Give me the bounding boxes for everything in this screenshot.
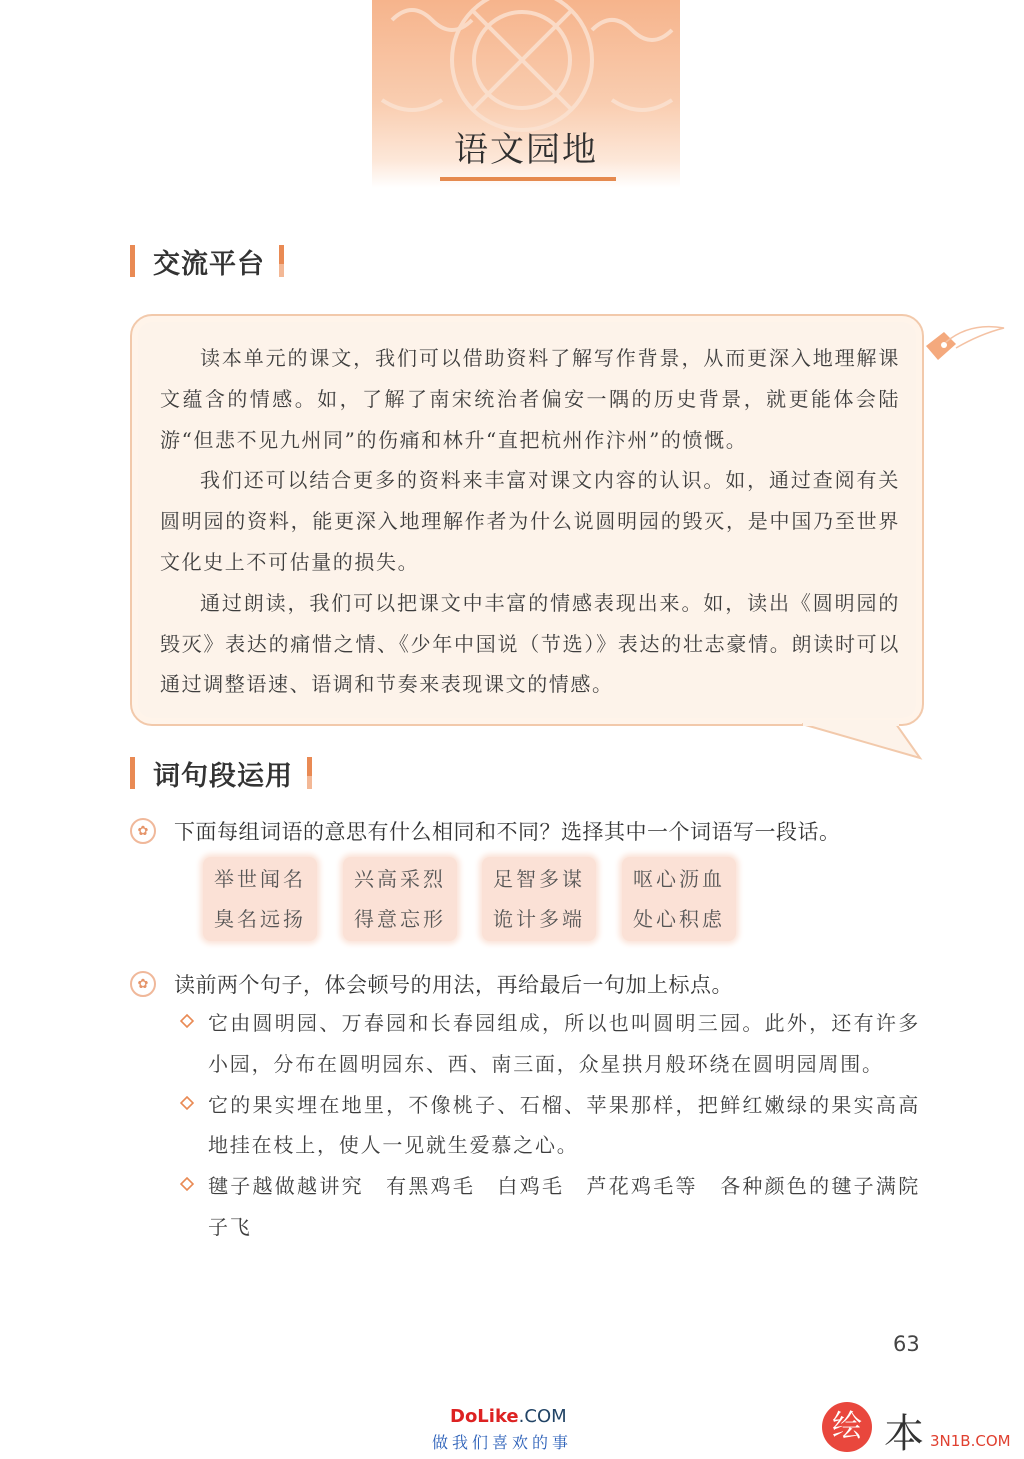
brand-suffix: .COM: [518, 1406, 567, 1427]
word: 处心积虑: [633, 907, 725, 931]
exercise-2: [130, 969, 733, 999]
watermark-logo-char: 本: [884, 1411, 924, 1457]
word: 兴高采烈: [354, 867, 446, 891]
section-bar-right: [307, 757, 312, 789]
watermark-slogan: 做我们喜欢的事: [432, 1433, 573, 1452]
section-bar-right: [279, 245, 284, 277]
page-number: 63: [893, 1332, 920, 1356]
diamond-bullet-icon: [180, 1096, 194, 1110]
section-header-usage: [130, 753, 312, 793]
exercise-bullet-icon: ✿: [130, 971, 156, 997]
word: 臭名远扬: [214, 907, 306, 931]
section-bar-left: [130, 245, 135, 277]
section-title: 词句段运用: [153, 760, 293, 792]
sentence-text: 毽子越做越讲究 有黑鸡毛 白鸡毛 芦花鸡毛等 各种颜色的毽子满院子飞: [208, 1174, 920, 1239]
diamond-bullet-icon: [180, 1177, 194, 1191]
section-bar-left: [130, 757, 135, 789]
word-group-card: [482, 857, 596, 941]
sentence-text: 它的果实埋在地里，不像桃子、石榴、苹果那样，把鲜红嫩绿的果实高高地挂在枝上，使人一见就生爱慕之心。: [208, 1092, 920, 1158]
paragraph: 通过朗读，我们可以把课文中丰富的情感表现出来。如，读出《圆明园的毁灭》表达的痛惜之情、《少年中国说（节选）》表达的壮志豪情。朗读时可以通过调整语速、语调和节奏来表现课文的情感。: [160, 590, 900, 697]
diamond-bullet-icon: [180, 1014, 194, 1028]
page-title: 语文园地: [454, 130, 598, 170]
sentence-item: [180, 1003, 920, 1085]
exercise-bullet-icon: ✿: [130, 818, 156, 844]
brand-name: DoLike: [450, 1406, 519, 1427]
exercise-prompt: 下面每组词语的意思有什么相同和不同？选择其中一个词语写一段话。: [174, 820, 841, 844]
word: 足智多谋: [493, 867, 585, 891]
paragraph: 读本单元的课文，我们可以借助资料了解写作背景，从而更深入地理解课文蕴含的情感。如，了解了南宋统治者偏安一隅的历史背景，就更能体会陆游“但悲不见九州同”的伤痛和林升“直把杭州作汴州”的愤慨。: [160, 346, 900, 452]
word: 诡计多端: [493, 907, 585, 931]
paragraph: 我们还可以结合更多的资料来丰富对课文内容的认识。如，通过查阅有关圆明园的资料，能更深入地理解作者为什么说圆明园的毁灭，是中国乃至世界文化史上不可估量的损失。: [160, 468, 900, 574]
sentence-item: [180, 1085, 920, 1167]
word: 得意忘形: [354, 907, 446, 931]
exercise-prompt: 读前两个句子，体会顿号的用法，再给最后一句加上标点。: [174, 973, 733, 997]
title-underline: [440, 177, 616, 181]
sentence-list: [180, 1003, 920, 1248]
watermark-brand: [450, 1406, 567, 1427]
word-group-card: [343, 857, 457, 941]
sentence-text: 它由圆明园、万春园和长春园组成，所以也叫圆明三园。此外，还有许多小园，分布在圆明园东、西、南三面，众星拱月般环绕在圆明园周围。: [208, 1011, 920, 1076]
section-title: 交流平台: [153, 248, 265, 280]
bubble-tail: [800, 700, 940, 760]
watermark-logo-circle: 绘: [822, 1402, 872, 1452]
exchange-text: [160, 338, 900, 705]
watermark-site: 3N1B.COM: [930, 1432, 1011, 1450]
header-banner: [372, 0, 680, 188]
sentence-item: [180, 1166, 920, 1248]
exercise-1: [130, 816, 841, 846]
word-group-card: [622, 857, 736, 941]
word: 举世闻名: [214, 867, 306, 891]
word: 呕心沥血: [633, 867, 725, 891]
section-header-exchange: [130, 241, 284, 281]
word-group-card: [203, 857, 317, 941]
bookmark-tag-icon: [920, 318, 1016, 378]
